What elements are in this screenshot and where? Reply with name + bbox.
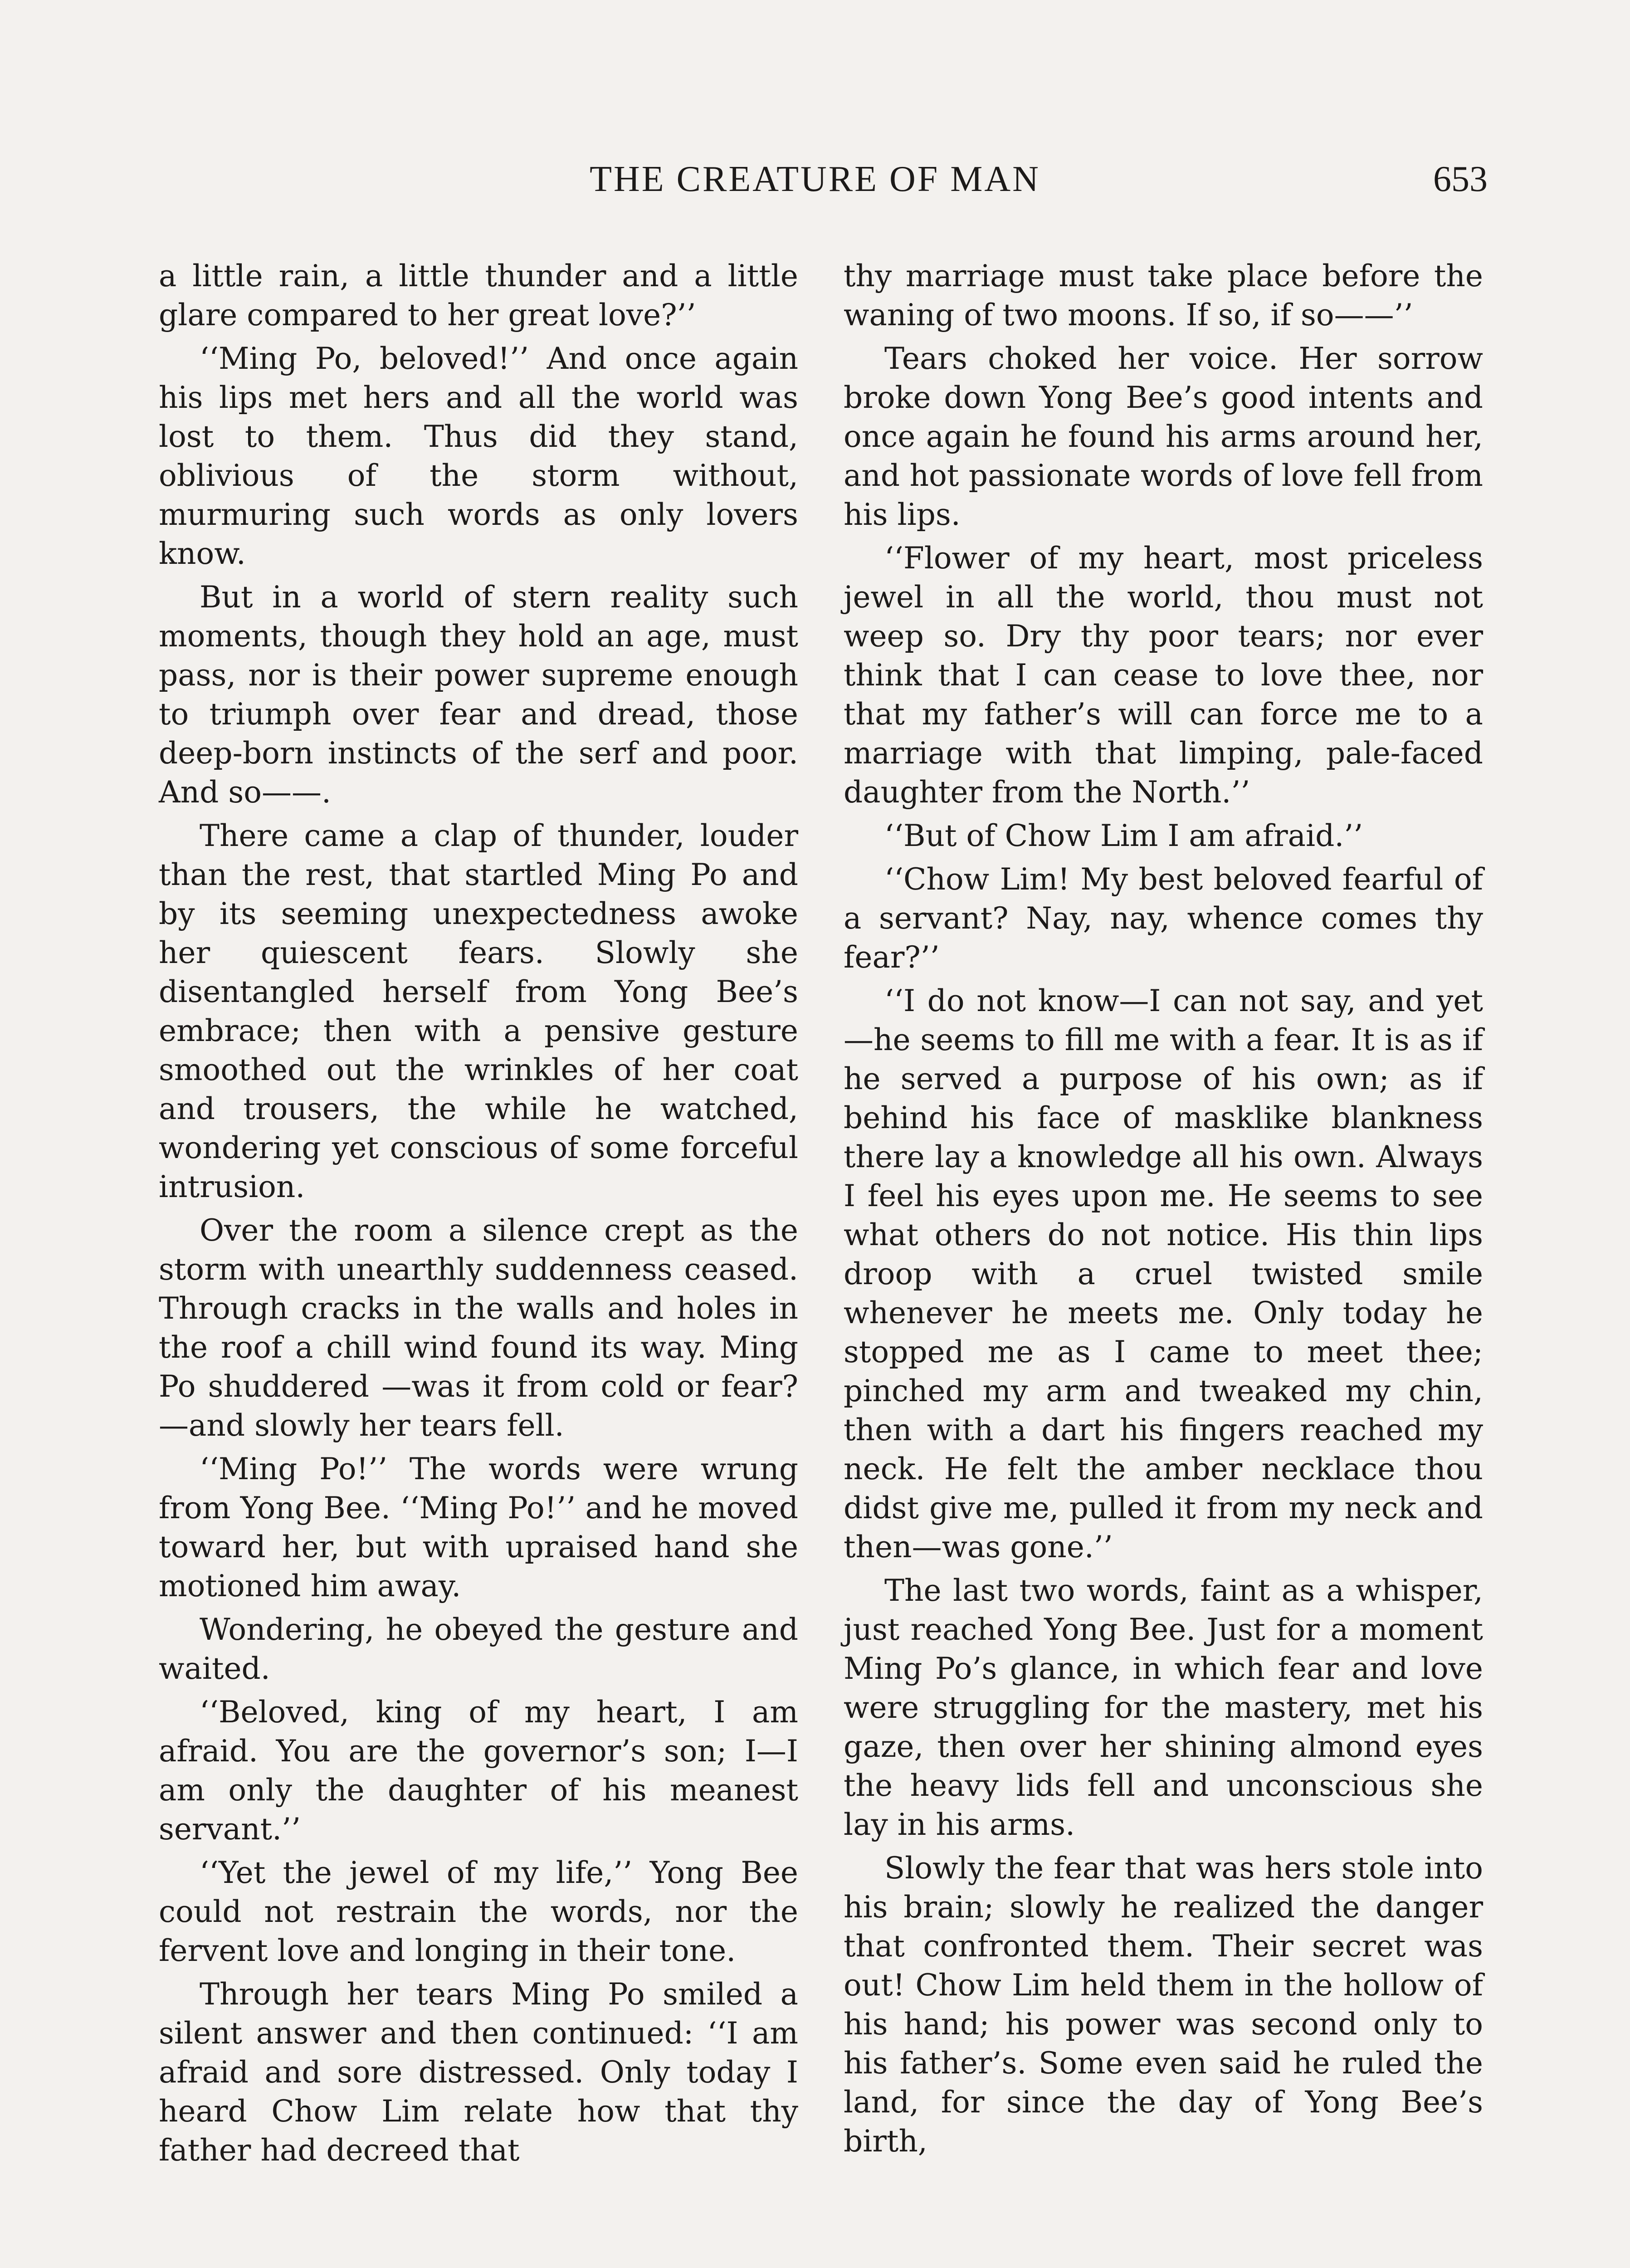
- paragraph: ‘‘I do not know—I can not say, and yet—he seems to fill me with a fear. It is as if he served a purpose of his own; as if behind his face of masklike blankness there lay a knowledge all his own. Always I feel his eyes upon me. He seems to see what others do not notice. His thin lips droop with a cruel twisted smile whenever he meets me. Only today he stopped me as I came to meet thee; pinched my arm and tweaked my chin, then with a dart his fingers reached my neck. He felt the amber necklace thou didst give me, pulled it from my neck and then—was gone.’’: [844, 983, 1483, 1564]
- page-number: 653: [1433, 159, 1488, 199]
- right-column: [844, 257, 1483, 2165]
- paragraph: But in a world of stern reality such moments, though they hold an age, must pass, nor is their power supreme enough to triumph over fear and dread, those deep-born instincts of the serf and poor. And so——.: [159, 580, 798, 810]
- running-title: THE CREATURE OF MAN: [590, 159, 1040, 199]
- paragraph: ‘‘Yet the jewel of my life,’’ Yong Bee could not restrain the words, nor the fervent love and longing in their tone.: [159, 1855, 798, 1968]
- left-column: [159, 257, 798, 2175]
- paragraph: Wondering, he obeyed the gesture and waited.: [159, 1612, 798, 1686]
- paragraph: ‘‘Beloved, king of my heart, I am afraid. You are the governor’s son; I—I am only the daughter of his meanest servant.’’: [159, 1695, 798, 1847]
- paragraph: Over the room a silence crept as the storm with unearthly suddenness ceased. Through cracks in the walls and holes in the roof a chill wind found its way. Ming Po shuddered —was it from cold or fear?—and slowly her tears fell.: [159, 1213, 798, 1443]
- paragraph: thy marriage must take place before the waning of two moons. If so, if so——’’: [844, 259, 1483, 332]
- paragraph: Slowly the fear that was hers stole into his brain; slowly he realized the danger that confronted them. Their secret was out! Chow Lim held them in the hollow of his hand; his power was second only to his father’s. Some even said he ruled the land, for since the day of Yong Bee’s birth,: [844, 1851, 1483, 2159]
- paragraph: ‘‘Ming Po, beloved!’’ And once again his lips met hers and all the world was lost to them. Thus did they stand, oblivious of the storm without, murmuring such words as only lovers know.: [159, 341, 798, 571]
- paragraph: The last two words, faint as a whisper, just reached Yong Bee. Just for a moment Ming Po’s glance, in which fear and love were struggling for the mastery, met his gaze, then over her shining almond eyes the heavy lids fell and unconscious she lay in his arms.: [844, 1573, 1483, 1842]
- paragraph: Tears choked her voice. Her sorrow broke down Yong Bee’s good intents and once again he found his arms around her, and hot passionate words of love fell from his lips.: [844, 341, 1483, 532]
- paragraph: ‘‘Ming Po!’’ The words were wrung from Yong Bee. ‘‘Ming Po!’’ and he moved toward her, but with upraised hand she motioned him away.: [159, 1452, 798, 1603]
- paragraph: ‘‘Flower of my heart, most priceless jewel in all the world, thou must not weep so. Dry thy poor tears; nor ever think that I can cease to love thee, nor that my father’s will can force me to a marriage with that limping, pale-faced daughter from the North.’’: [844, 541, 1483, 810]
- paragraph: There came a clap of thunder, louder than the rest, that startled Ming Po and by its seeming unexpectedness awoke her quiescent fears. Slowly she disentangled herself from Yong Bee’s embrace; then with a pensive gesture smoothed out the wrinkles of her coat and trousers, the while he watched, wondering yet conscious of some forceful intrusion.: [159, 818, 798, 1204]
- paragraph: Through her tears Ming Po smiled a silent answer and then continued: ‘‘I am afraid and sore distressed. Only today I heard Chow Lim relate how that thy father had decreed that: [159, 1977, 798, 2168]
- paragraph: a little rain, a little thunder and a little glare compared to her great love?’’: [159, 259, 798, 332]
- paragraph: ‘‘But of Chow Lim I am afraid.’’: [884, 818, 1363, 853]
- paragraph: ‘‘Chow Lim! My best beloved fearful of a servant? Nay, nay, whence comes thy fear?’’: [844, 862, 1483, 975]
